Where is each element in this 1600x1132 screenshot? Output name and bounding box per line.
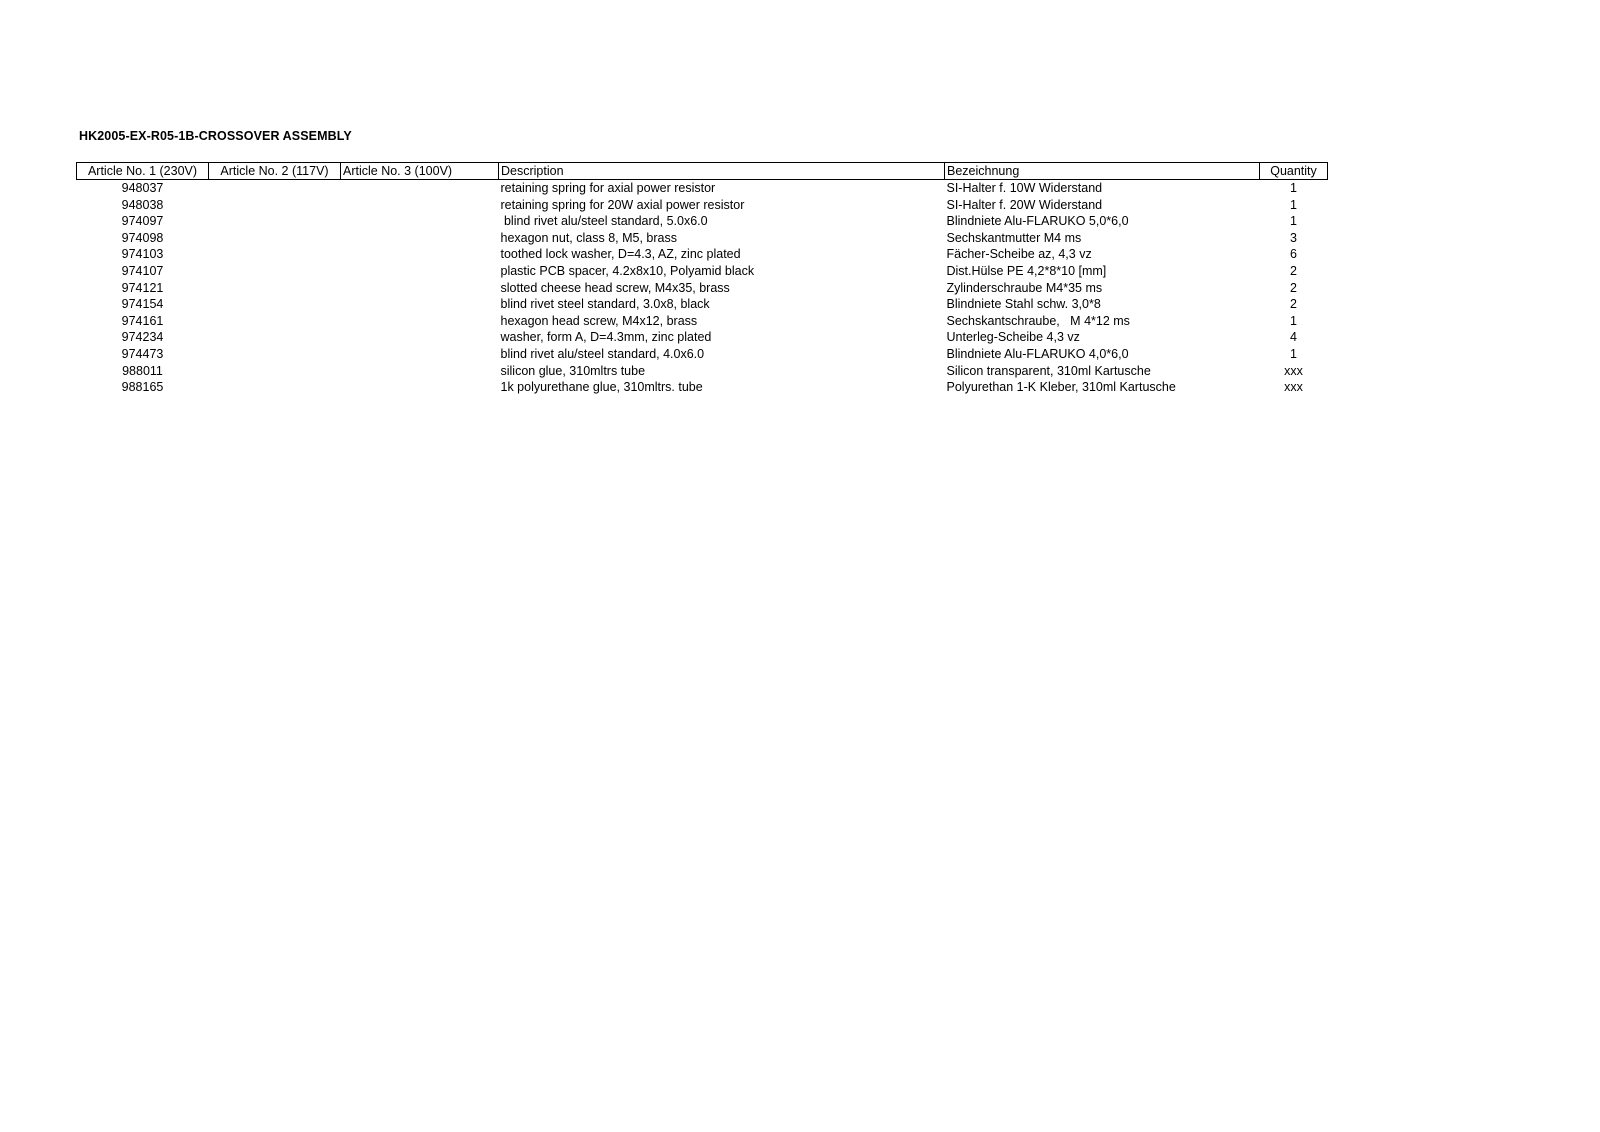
table-row [77, 280, 1328, 297]
article-no-1-cell: 988011 [122, 363, 163, 378]
bezeichnung-cell: Blindniete Alu-FLARUKO 4,0*6,0 [946, 346, 1129, 361]
quantity-cell: 1 [1290, 181, 1297, 195]
description-cell: hexagon nut, class 8, M5, brass [500, 230, 677, 245]
article-no-1-cell: 974473 [121, 346, 164, 361]
article-no-2-cell [209, 329, 341, 346]
table-row [77, 379, 1328, 396]
article-no-1-cell: 974234 [121, 330, 164, 345]
article-no-1-cell: 974097 [121, 214, 164, 229]
bezeichnung-cell: SI-Halter f. 10W Widerstand [946, 181, 1103, 195]
table-row [77, 296, 1328, 313]
article-no-2-cell [209, 180, 341, 197]
article-no-3-cell [341, 346, 499, 363]
bezeichnung-cell: Silicon transparent, 310ml Kartusche [946, 363, 1151, 378]
header-quantity: Quantity [1260, 163, 1328, 180]
article-no-2-cell [209, 213, 341, 230]
article-no-3-cell [341, 296, 499, 313]
article-no-3-cell [341, 197, 499, 214]
article-no-1-cell: 974103 [121, 247, 164, 262]
article-no-2-cell [209, 280, 341, 297]
article-no-2-cell [209, 246, 341, 263]
quantity-cell: 6 [1290, 247, 1297, 262]
description-cell: washer, form A, D=4.3mm, zinc plated [500, 330, 712, 345]
article-no-1-cell: 974107 [121, 263, 164, 278]
article-no-2-cell [209, 296, 341, 313]
article-no-1-cell: 974154 [121, 297, 164, 312]
table-row [77, 180, 1328, 197]
article-no-2-cell [209, 363, 341, 380]
quantity-cell: 1 [1290, 214, 1297, 229]
bezeichnung-cell: Sechskantschraube, M 4*12 ms [946, 313, 1130, 328]
bezeichnung-cell: Blindniete Alu-FLARUKO 5,0*6,0 [946, 214, 1129, 229]
article-no-3-cell [341, 230, 499, 247]
article-no-3-cell [341, 379, 499, 396]
article-no-1-cell: 974161 [121, 313, 164, 328]
table-row [77, 263, 1328, 280]
article-no-3-cell [341, 263, 499, 280]
article-no-2-cell [209, 263, 341, 280]
description-cell: blind rivet alu/steel standard, 5.0x6.0 [500, 214, 708, 229]
table-row [77, 230, 1328, 247]
description-cell: retaining spring for 20W axial power resistor [500, 197, 745, 212]
description-cell: blind rivet steel standard, 3.0x8, black [500, 297, 710, 312]
article-no-1-cell: 974098 [121, 230, 164, 245]
article-no-3-cell [341, 280, 499, 297]
table-row [77, 346, 1328, 363]
article-no-3-cell [341, 313, 499, 330]
description-cell: slotted cheese head screw, M4x35, brass [500, 280, 730, 295]
bezeichnung-cell: Sechskantmutter M4 ms [946, 230, 1082, 245]
article-no-3-cell [341, 329, 499, 346]
quantity-cell: 1 [1290, 197, 1297, 212]
header-article-no-1: Article No. 1 (230V) [77, 163, 209, 180]
bezeichnung-cell: SI-Halter f. 20W Widerstand [946, 197, 1103, 212]
article-no-1-cell: 948037 [121, 181, 164, 195]
description-cell: hexagon head screw, M4x12, brass [500, 313, 698, 328]
article-no-3-cell [341, 363, 499, 380]
quantity-cell: 2 [1290, 263, 1297, 278]
header-article-no-2: Article No. 2 (117V) [209, 163, 341, 180]
quantity-cell: 2 [1290, 280, 1297, 295]
bezeichnung-cell: Blindniete Stahl schw. 3,0*8 [946, 297, 1101, 312]
description-cell: plastic PCB spacer, 4.2x8x10, Polyamid black [500, 263, 755, 278]
table-row [77, 363, 1328, 380]
bezeichnung-cell: Zylinderschraube M4*35 ms [946, 280, 1103, 295]
table-header-row [77, 163, 1328, 180]
table-row [77, 213, 1328, 230]
document-title: HK2005-EX-R05-1B-CROSSOVER ASSEMBLY [79, 129, 352, 143]
table-row [77, 329, 1328, 346]
table-row [77, 246, 1328, 263]
quantity-cell: 4 [1290, 330, 1297, 345]
article-no-3-cell [341, 180, 499, 197]
bezeichnung-cell: Fächer-Scheibe az, 4,3 vz [946, 247, 1092, 262]
bezeichnung-cell: Dist.Hülse PE 4,2*8*10 [mm] [946, 263, 1107, 278]
header-bezeichnung: Bezeichnung [945, 163, 1260, 180]
article-no-1-cell: 948038 [121, 197, 164, 212]
bezeichnung-cell: Unterleg-Scheibe 4,3 vz [946, 330, 1080, 345]
quantity-cell: 2 [1290, 297, 1297, 312]
quantity-cell: xxx [1284, 380, 1303, 395]
description-cell: toothed lock washer, D=4.3, AZ, zinc plated [500, 247, 741, 262]
quantity-cell: xxx [1284, 363, 1303, 378]
description-cell: silicon glue, 310mltrs tube [500, 363, 646, 378]
article-no-3-cell [341, 213, 499, 230]
description-cell: 1k polyurethane glue, 310mltrs. tube [500, 380, 703, 395]
header-article-no-3: Article No. 3 (100V) [341, 163, 499, 180]
article-no-2-cell [209, 379, 341, 396]
parts-table [76, 162, 1328, 396]
quantity-cell: 1 [1290, 313, 1297, 328]
article-no-1-cell: 988165 [121, 380, 164, 395]
quantity-cell: 3 [1290, 230, 1297, 245]
article-no-2-cell [209, 230, 341, 247]
article-no-2-cell [209, 197, 341, 214]
bezeichnung-cell: Polyurethan 1-K Kleber, 310ml Kartusche [946, 380, 1176, 395]
article-no-2-cell [209, 313, 341, 330]
table-row [77, 197, 1328, 214]
article-no-1-cell: 974121 [121, 280, 164, 295]
description-cell: retaining spring for axial power resistor [500, 181, 716, 195]
description-cell: blind rivet alu/steel standard, 4.0x6.0 [500, 346, 705, 361]
quantity-cell: 1 [1290, 346, 1297, 361]
table-row [77, 313, 1328, 330]
article-no-2-cell [209, 346, 341, 363]
header-description: Description [499, 163, 945, 180]
article-no-3-cell [341, 246, 499, 263]
